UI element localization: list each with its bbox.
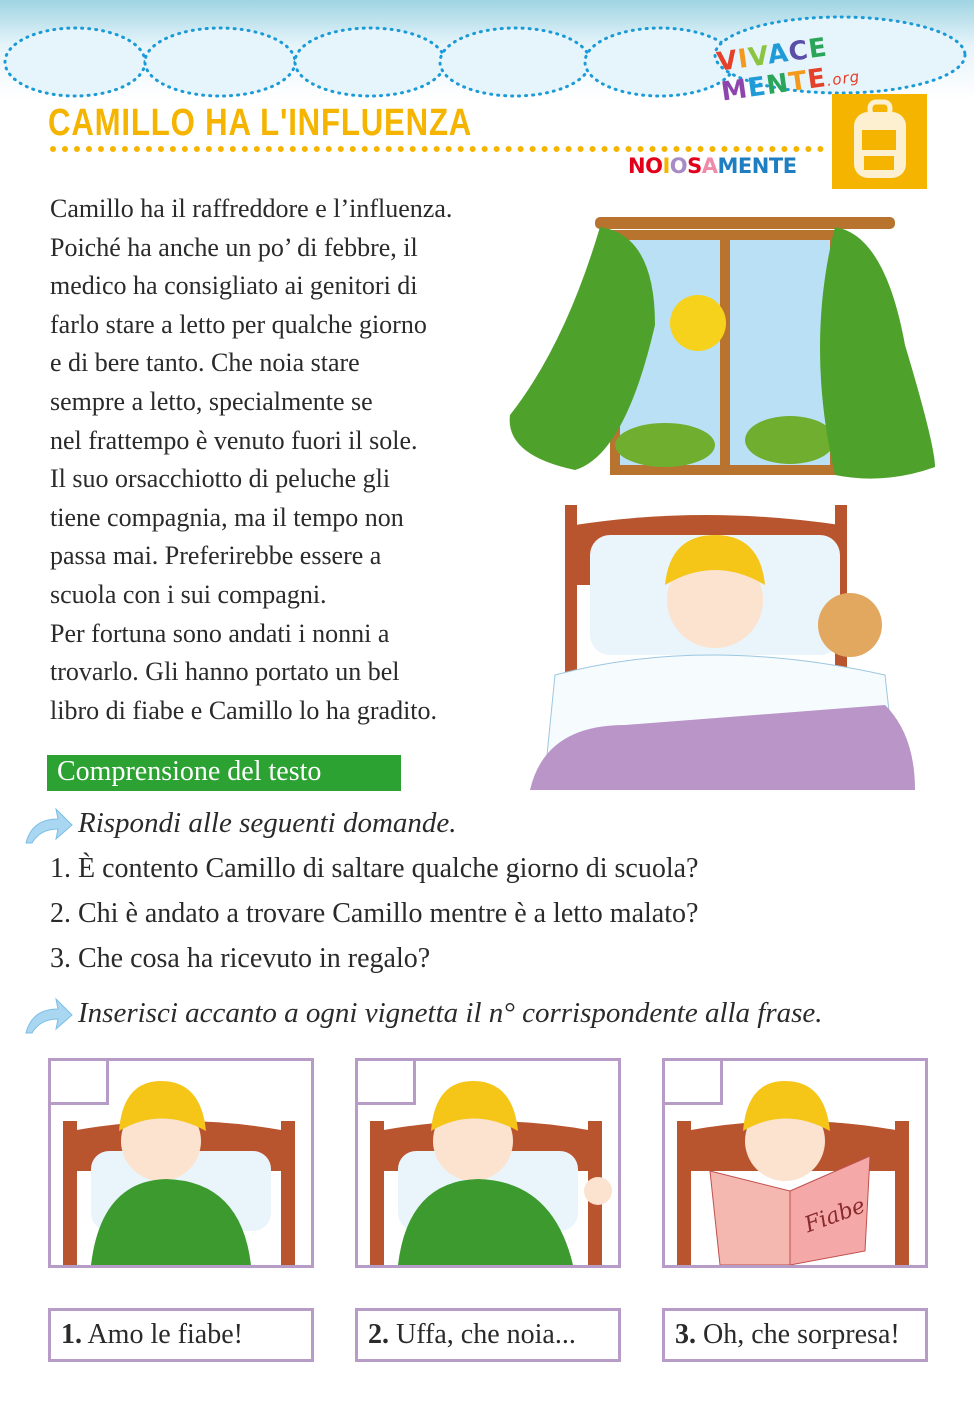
story-text: Camillo ha il raffreddore e l’influenza. Poiché ha anche un po’ di febbre, il medico ha consigliato ai genitori di farlo stare a letto per qualche giorno e di bere tanto. Che noia stare sempre a letto, specialmente se nel frattempo è venuto fuori il sole. Il suo orsacchiotto di peluche gli tiene compagnia, ma il tempo non passa mai. Preferirebbe essere a scuola con i sui compagni. Per fortuna sono andati i nonni a trovarlo. Gli hanno portato un bel libro di fiabe e Camillo lo ha gradito. [50,194,453,725]
comic-panel-1 [48,1058,314,1268]
caption-text: Amo le fiabe! [82,1319,243,1350]
caption-3 [662,1308,928,1362]
number-answer-box-2[interactable] [358,1061,416,1105]
caption-2 [355,1308,621,1362]
caption-number: 2. [368,1319,389,1350]
instruction-questions: Rispondi alle seguenti domande. [78,807,457,839]
comic-panel-2 [355,1058,621,1268]
caption-text: Oh, che sorpresa! [696,1319,900,1350]
instruction-panels: Inserisci accanto a ogni vignetta il n° corrispondente alla frase. [78,997,823,1029]
page-title: CAMILLO HA L'INFLUENZA [48,102,473,144]
question-1: 1. È contento Camillo di saltare qualche giorno di scuola? [50,853,699,884]
section-heading: Comprensione del testo [47,755,401,791]
bedroom-illustration [505,205,945,795]
question-2: 2. Chi è andato a trovare Camillo mentre è a letto malato? [50,898,699,929]
book-title: Fiabe [801,1193,869,1239]
caption-text: Uffa, che noia... [389,1319,576,1350]
title-divider [50,146,824,152]
caption-number: 3. [675,1319,696,1350]
number-answer-box-3[interactable] [665,1061,723,1105]
backpack-icon [832,94,927,189]
comic-panel-3 [662,1058,928,1268]
caption-1 [48,1308,314,1362]
number-answer-box-1[interactable] [51,1061,109,1105]
curved-arrow-icon [22,995,74,1035]
category-label: NOIOSAMENTE [628,154,797,178]
caption-number: 1. [61,1319,82,1350]
site-logo: VIVACE MENTE.org [715,32,862,108]
question-3: 3. Che cosa ha ricevuto in regalo? [50,943,431,974]
curved-arrow-icon [22,805,74,845]
